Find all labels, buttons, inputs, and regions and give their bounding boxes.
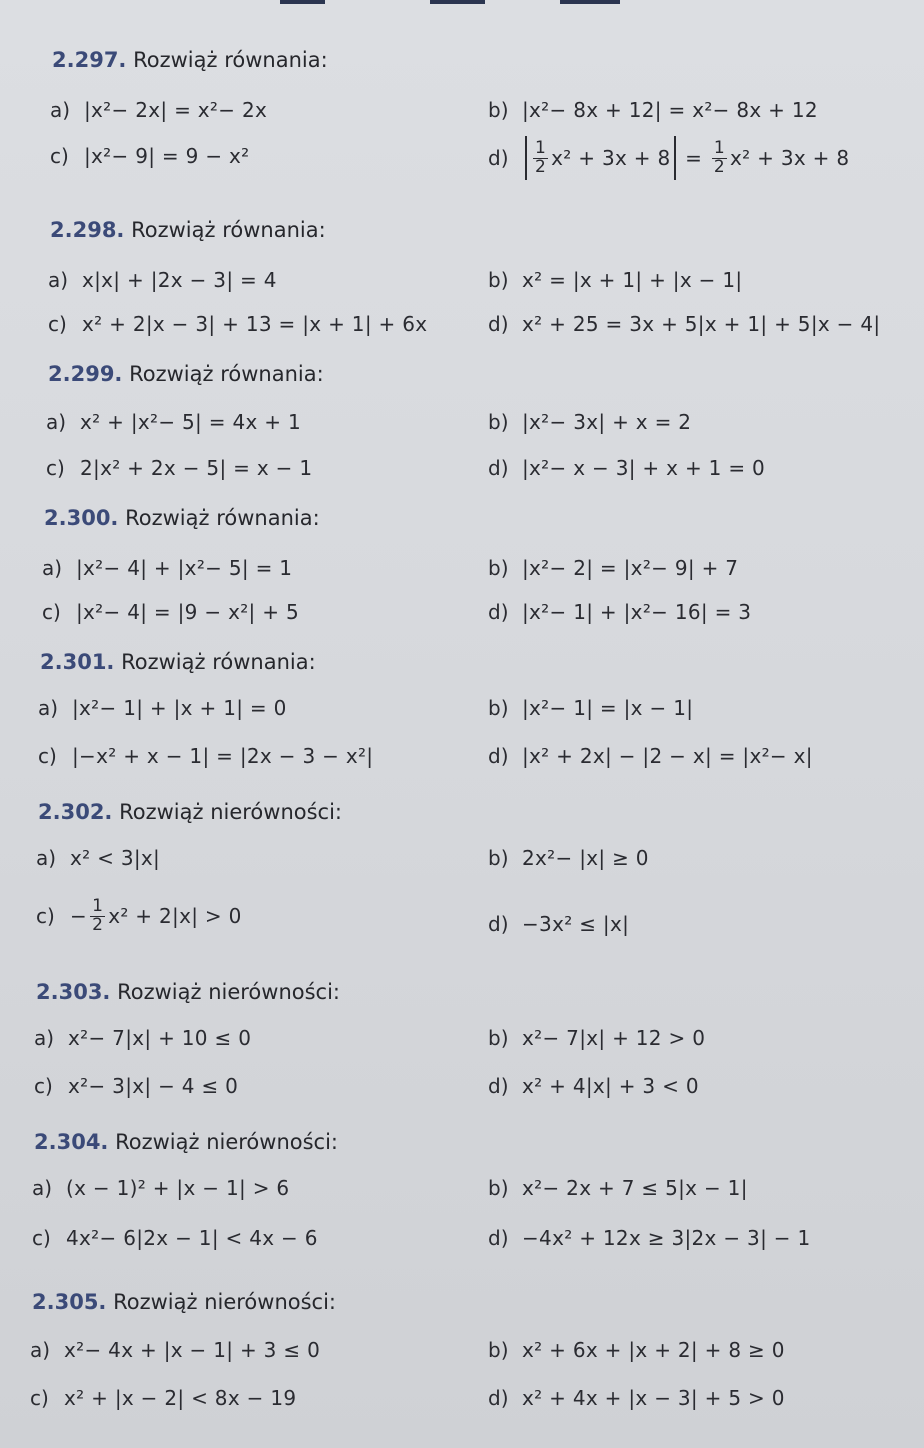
subproblem-label: c)	[50, 144, 69, 168]
subproblem-label: a)	[48, 268, 69, 292]
math-expression: x² + 4|x| + 3 < 0	[522, 1074, 699, 1098]
subproblem-label: c)	[30, 1386, 49, 1410]
math-expression: (x − 1)² + |x − 1| > 6	[66, 1176, 290, 1200]
subproblem-label: a)	[30, 1338, 51, 1362]
math-expression: x² + |x − 2| < 8x − 19	[64, 1386, 297, 1410]
problem-number: 2.299.	[48, 362, 123, 386]
math-expression: |x²− 1| + |x²− 16| = 3	[522, 600, 752, 624]
subproblem-a	[36, 846, 160, 870]
fraction-numerator: 1	[92, 896, 104, 916]
subproblem-label: a)	[32, 1176, 53, 1200]
expression-part: x² + 3x + 8	[551, 146, 671, 170]
subproblem-a	[46, 410, 301, 434]
subproblem-b	[488, 846, 649, 870]
math-expression: |x²− 2x| = x²− 2x	[84, 98, 268, 122]
fraction	[712, 137, 727, 177]
subproblem-a	[32, 1176, 289, 1200]
subproblem-d	[488, 1074, 699, 1098]
problem-title	[36, 980, 340, 1004]
subproblem-label: c)	[42, 600, 61, 624]
math-expression: x² + 6x + |x + 2| + 8 ≥ 0	[522, 1338, 785, 1362]
subproblem-label: d)	[488, 146, 509, 170]
subproblem-label: b)	[488, 696, 509, 720]
subproblem-d	[488, 600, 751, 624]
subproblem-c	[30, 1386, 296, 1410]
subproblem-label: d)	[488, 456, 509, 480]
math-expression: x²− 3|x| − 4 ≤ 0	[68, 1074, 239, 1098]
subproblem-label: d)	[488, 912, 509, 936]
subproblem-c	[46, 456, 312, 480]
math-expression: |x²− x − 3| + x + 1 = 0	[522, 456, 766, 480]
subproblem-b	[488, 1176, 748, 1200]
math-expression: |x²− 1| + |x + 1| = 0	[72, 696, 287, 720]
problem-title	[50, 218, 326, 242]
fraction	[90, 898, 105, 935]
problem-number: 2.303.	[36, 980, 111, 1004]
subproblem-label: c)	[36, 904, 55, 929]
subproblem-label: d)	[488, 312, 509, 336]
subproblem-label: c)	[48, 312, 67, 336]
subproblem-c	[42, 600, 299, 624]
math-expression: 4x²− 6|2x − 1| < 4x − 6	[66, 1226, 318, 1250]
math-expression: x²− 7|x| + 10 ≤ 0	[68, 1026, 252, 1050]
math-expression: −4x² + 12x ≥ 3|2x − 3| − 1	[522, 1226, 811, 1250]
subproblem-d	[488, 744, 813, 768]
math-expression: x² + |x²− 5| = 4x + 1	[80, 410, 302, 434]
math-expression: |x²− 4| = |9 − x²| + 5	[76, 600, 299, 624]
problem-instruction: Rozwiąż nierówności:	[113, 1290, 337, 1314]
math-expression: x² + 2|x − 3| + 13 = |x + 1| + 6x	[82, 312, 428, 336]
subproblem-label: a)	[38, 696, 59, 720]
abs-bar-right	[674, 136, 676, 180]
subproblem-a	[48, 268, 277, 292]
math-expression: x²− 2x + 7 ≤ 5|x − 1|	[522, 1176, 748, 1200]
subproblem-label: d)	[488, 1386, 509, 1410]
problem-instruction: Rozwiąż równania:	[125, 506, 320, 530]
subproblem-label: d)	[488, 744, 509, 768]
problem-number: 2.300.	[44, 506, 119, 530]
subproblem-label: b)	[488, 846, 509, 870]
fraction-denominator: 2	[535, 156, 547, 177]
subproblem-d	[488, 912, 629, 936]
subproblem-d	[488, 456, 765, 480]
subproblem-label: b)	[488, 410, 509, 434]
math-expression: |x² + 2x| − |2 − x| = |x²− x|	[522, 744, 813, 768]
subproblem-label: a)	[36, 846, 57, 870]
subproblem-a	[30, 1338, 320, 1362]
subproblem-label: b)	[488, 1026, 509, 1050]
math-expression: |x²− 9| = 9 − x²	[84, 144, 250, 168]
math-expression: x|x| + |2x − 3| = 4	[82, 268, 277, 292]
problem-number: 2.297.	[52, 48, 127, 72]
math-expression: |x²− 3x| + x = 2	[522, 410, 692, 434]
problem-title	[52, 48, 328, 72]
subproblem-c	[50, 144, 250, 168]
problem-title	[40, 650, 316, 674]
problem-number: 2.304.	[34, 1130, 109, 1154]
problem-number: 2.298.	[50, 218, 125, 242]
math-expression: |x²− 8x + 12| = x²− 8x + 12	[522, 98, 818, 122]
math-expression: −3x² ≤ |x|	[522, 912, 630, 936]
subproblem-d	[488, 1386, 785, 1410]
math-expression: x²− 4x + |x − 1| + 3 ≤ 0	[64, 1338, 321, 1362]
subproblem-label: b)	[488, 1338, 509, 1362]
problem-instruction: Rozwiąż nierówności:	[117, 980, 341, 1004]
subproblem-label: d)	[488, 1074, 509, 1098]
math-expression: x² + 25 = 3x + 5|x + 1| + 5|x − 4|	[522, 312, 881, 336]
subproblem-label: a)	[50, 98, 71, 122]
subproblem-b	[488, 1338, 785, 1362]
subproblem-b	[488, 1026, 705, 1050]
subproblem-label: b)	[488, 98, 509, 122]
subproblem-label: d)	[488, 1226, 509, 1250]
subproblem-c	[32, 1226, 318, 1250]
subproblem-label: d)	[488, 600, 509, 624]
problem-instruction: Rozwiąż równania:	[133, 48, 328, 72]
problem-title	[34, 1130, 338, 1154]
math-expression	[70, 898, 242, 935]
subproblem-a	[50, 98, 267, 122]
problem-instruction: Rozwiąż równania:	[129, 362, 324, 386]
subproblem-a	[34, 1026, 251, 1050]
math-expression: |−x² + x − 1| = |2x − 3 − x²|	[72, 744, 374, 768]
problem-title	[38, 800, 342, 824]
expression-prefix: −	[70, 904, 88, 929]
subproblem-d	[488, 1226, 811, 1250]
fraction-numerator: 1	[713, 137, 726, 158]
subproblem-d	[488, 136, 849, 180]
math-expression: x² = |x + 1| + |x − 1|	[522, 268, 743, 292]
subproblem-label: b)	[488, 268, 509, 292]
problem-number: 2.301.	[40, 650, 115, 674]
expression-part: x² + 3x + 8	[730, 146, 850, 170]
abs-bar-left	[525, 136, 527, 180]
subproblem-label: a)	[46, 410, 67, 434]
subproblem-label: b)	[488, 556, 509, 580]
equals-sign: =	[678, 146, 709, 170]
subproblem-label: a)	[42, 556, 63, 580]
math-expression: 2|x² + 2x − 5| = x − 1	[80, 456, 313, 480]
subproblem-label: a)	[34, 1026, 55, 1050]
problem-number: 2.305.	[32, 1290, 107, 1314]
subproblem-label: c)	[34, 1074, 53, 1098]
top-edge-marks	[260, 0, 660, 6]
math-expression	[522, 136, 849, 180]
fraction-denominator: 2	[92, 914, 104, 935]
fraction	[533, 137, 548, 177]
subproblem-b	[488, 696, 693, 720]
problem-number: 2.302.	[38, 800, 113, 824]
fraction-numerator: 1	[535, 137, 547, 158]
math-expression: x² + 4x + |x − 3| + 5 > 0	[522, 1386, 785, 1410]
math-expression: |x²− 4| + |x²− 5| = 1	[76, 556, 293, 580]
subproblem-b	[488, 98, 818, 122]
subproblem-label: c)	[38, 744, 57, 768]
fraction-denominator: 2	[713, 156, 726, 177]
problem-title	[32, 1290, 336, 1314]
subproblem-a	[42, 556, 292, 580]
math-expression: 2x²− |x| ≥ 0	[522, 846, 649, 870]
subproblem-b	[488, 268, 742, 292]
math-expression: x² < 3|x|	[70, 846, 161, 870]
subproblem-label: c)	[32, 1226, 51, 1250]
subproblem-label: b)	[488, 1176, 509, 1200]
subproblem-b	[488, 556, 738, 580]
problem-instruction: Rozwiąż nierówności:	[119, 800, 343, 824]
subproblem-c	[34, 1074, 238, 1098]
subproblem-c	[36, 898, 242, 935]
subproblem-d	[488, 312, 880, 336]
math-expression: |x²− 2| = |x²− 9| + 7	[522, 556, 739, 580]
problem-title	[48, 362, 324, 386]
subproblem-a	[38, 696, 287, 720]
subproblem-b	[488, 410, 691, 434]
subproblem-c	[48, 312, 427, 336]
expression-part: x² + 2|x| > 0	[108, 904, 242, 929]
problem-title	[44, 506, 320, 530]
problem-instruction: Rozwiąż nierówności:	[115, 1130, 339, 1154]
problem-instruction: Rozwiąż równania:	[121, 650, 316, 674]
math-expression: |x²− 1| = |x − 1|	[522, 696, 694, 720]
math-expression: x²− 7|x| + 12 > 0	[522, 1026, 706, 1050]
subproblem-c	[38, 744, 373, 768]
problem-instruction: Rozwiąż równania:	[131, 218, 326, 242]
subproblem-label: c)	[46, 456, 65, 480]
